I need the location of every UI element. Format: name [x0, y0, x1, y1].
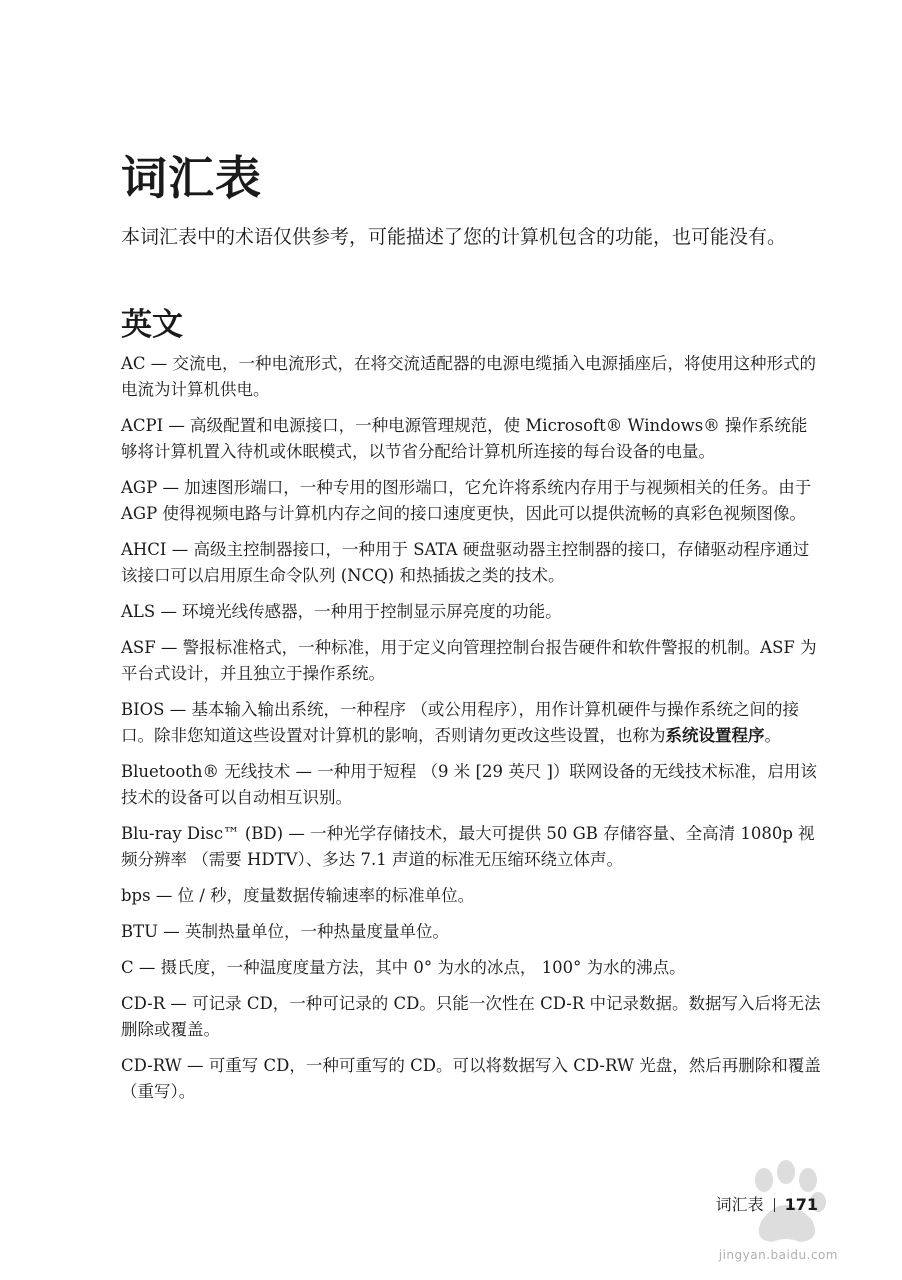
entry-term: CD-RW [121, 1056, 182, 1075]
page-footer [716, 1195, 818, 1215]
glossary-entry [121, 991, 821, 1043]
glossary-entry [121, 955, 821, 981]
footer-divider [774, 1198, 775, 1212]
entry-definition: — 高级配置和电源接口，一种电源管理规范，使 Microsoft® Windows® 操作系统能够将计算机置入待机或休眠模式，以节省分配给计算机所连接的每台设备的电量。 [121, 416, 808, 461]
entry-term: AC [121, 354, 146, 373]
glossary-entry [121, 351, 821, 403]
glossary-entry [121, 635, 821, 687]
entry-definition: — 可记录 CD，一种可记录的 CD。只能一次性在 CD-R 中记录数据。数据写入后将无法删除或覆盖。 [121, 994, 821, 1039]
entry-definition: — 一种用于短程 （9 米 [29 英尺 ]）联网设备的无线技术标准，启用该技术的设备可以自动相互识别。 [121, 762, 817, 807]
entry-definition: — 英制热量单位，一种热量度量单位。 [163, 922, 450, 941]
entry-definition: — 基本输入输出系统，一种程序 （或公用程序），用作计算机硬件与操作系统之间的接口。除非您知道这些设置对计算机的影响，否则请勿更改这些设置，也称为 [121, 700, 799, 745]
glossary-entries [121, 351, 821, 1115]
glossary-entry [121, 883, 821, 909]
entry-term: BTU [121, 922, 159, 941]
glossary-entry [121, 1053, 821, 1105]
entry-term: AHCI [121, 540, 167, 559]
entry-definition: — 环境光线传感器，一种用于控制显示屏亮度的功能。 [160, 602, 562, 621]
entry-term: bps [121, 886, 151, 905]
glossary-entry [121, 919, 821, 945]
entry-definition: — 一种光学存储技术，最大可提供 50 GB 存储容量、全高清 1080p 视频分辨率 （需要 HDTV）、多达 7.1 声道的标准无压缩环绕立体声。 [121, 824, 815, 869]
page-number: 171 [784, 1195, 818, 1214]
entry-term: ALS [121, 602, 156, 621]
entry-definition: — 高级主控制器接口，一种用于 SATA 硬盘驱动器主控制器的接口，存储驱动程序通过该接口可以启用原生命令队列 (NCQ) 和热插拔之类的技术。 [121, 540, 810, 585]
entry-definition: — 可重写 CD，一种可重写的 CD。可以将数据写入 CD-RW 光盘，然后再删除和覆盖 （重写）。 [121, 1056, 821, 1101]
entry-definition: — 加速图形端口，一种专用的图形端口，它允许将系统内存用于与视频相关的任务。由于 AGP 使得视频电路与计算机内存之间的接口速度更快，因此可以提供流畅的真彩色视频图像。 [121, 478, 812, 523]
cross-reference-term: 系统设置程序 [665, 726, 765, 745]
entry-definition: — 警报标准格式，一种标准，用于定义向管理控制台报告硬件和软件警报的机制。ASF 为平台式设计，并且独立于操作系统。 [121, 638, 817, 683]
glossary-entry [121, 537, 821, 589]
entry-definition: — 交流电，一种电流形式，在将交流适配器的电源电缆插入电源插座后，将使用这种形式的电流为计算机供电。 [121, 354, 817, 399]
section-title: 英文 [121, 307, 183, 343]
entry-definition: — 位 / 秒，度量数据传输速率的标准单位。 [155, 886, 475, 905]
glossary-entry [121, 413, 821, 465]
watermark-url: jingyan.baidu.com [718, 1248, 838, 1262]
intro-paragraph: 本词汇表中的术语仅供参考，可能描述了您的计算机包含的功能，也可能没有。 [121, 226, 787, 248]
entry-term: BIOS [121, 700, 165, 719]
glossary-entry [121, 697, 821, 749]
entry-definition: — 摄氏度，一种温度度量方法，其中 0° 为水的冰点， 100° 为水的沸点。 [138, 958, 686, 977]
entry-term: Blu-ray Disc™ (BD) [121, 824, 284, 843]
page-title: 词汇表 [121, 151, 262, 205]
entry-tail: 。 [764, 726, 781, 745]
glossary-entry [121, 759, 821, 811]
glossary-entry [121, 475, 821, 527]
entry-term: CD-R [121, 994, 166, 1013]
entry-term: ASF [121, 638, 156, 657]
entry-term: C [121, 958, 134, 977]
glossary-entry [121, 599, 821, 625]
entry-term: Bluetooth® 无线技术 [121, 762, 291, 781]
glossary-entry [121, 821, 821, 873]
entry-term: ACPI [121, 416, 164, 435]
footer-section-name: 词汇表 [715, 1195, 764, 1214]
entry-term: AGP [121, 478, 158, 497]
